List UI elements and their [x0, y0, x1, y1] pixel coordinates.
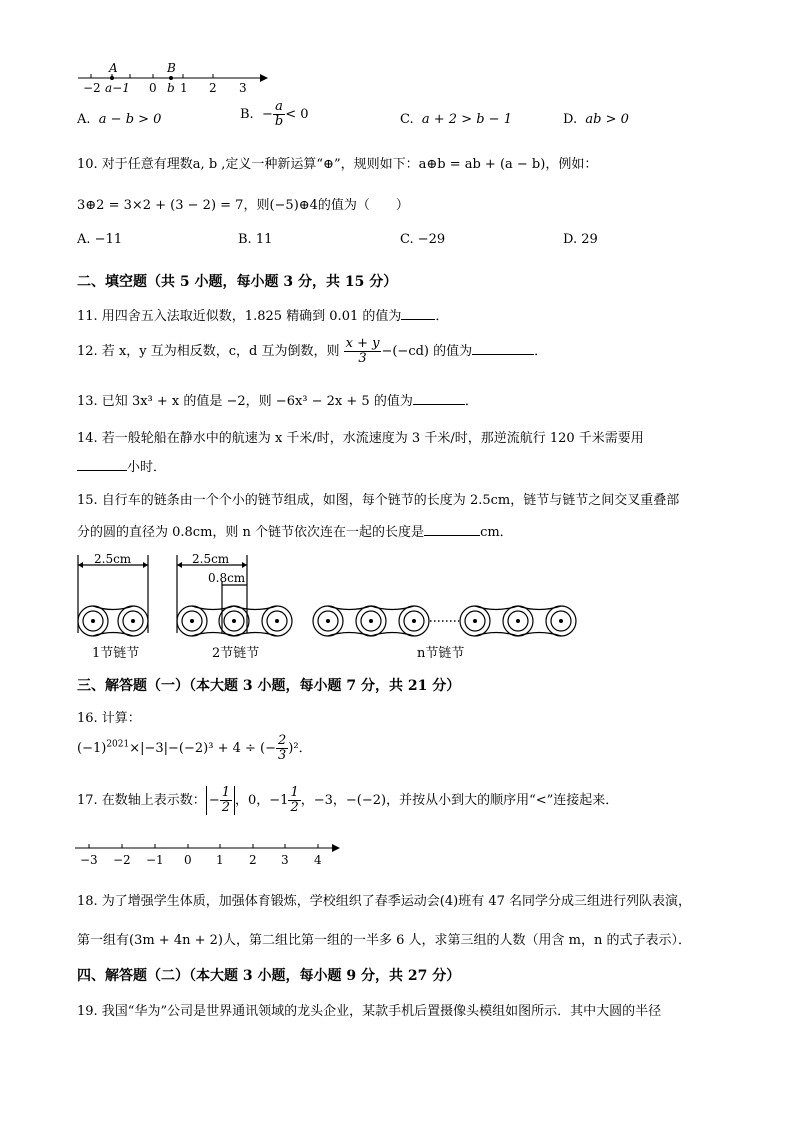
q9-axis-label: 0: [149, 81, 157, 95]
section-2-heading: 二、填空题（共 5 小题，每小题 3 分，共 15 分）: [77, 274, 398, 290]
q9-axis-label: 1: [180, 81, 188, 95]
q17-axis-label: −2: [113, 853, 131, 867]
q13: 13. 已知 3x³ + x 的值是 −2，则 −6x³ − 2x + 5 的值为 ．: [77, 394, 478, 409]
q15-chain-figure: [72, 545, 592, 665]
q9-number-line: [70, 58, 280, 98]
q10-line1: 10. 对于任意有理数a, b ,定义一种新运算“⊕”，规则如下：a⊕b = ab + (a − b)，例如：: [77, 157, 598, 172]
q17-abs-fraction: $\frac{1}{2}$: [221, 785, 230, 815]
q10-option-d[interactable]: D. 29: [563, 232, 598, 247]
q15-line1: 15. 自行车的链条由一个个小的链节组成，如图，每个链节的长度为 2.5cm，链节与链节之间交叉重叠部: [77, 493, 680, 508]
q17-axis-label: 2: [249, 853, 257, 867]
q12-fraction: $\frac{x + y}{3}$: [345, 336, 380, 366]
section-3-heading: 三、解答题（一）（本大题 3 小题，每小题 7 分，共 21 分）: [77, 678, 461, 694]
q10-option-c[interactable]: C. −29: [400, 232, 446, 247]
q16-fraction: $\frac{2}{3}$: [278, 733, 287, 763]
q15-overlap-label: 0.8cm: [208, 571, 246, 585]
q13-answer-blank[interactable]: [413, 392, 465, 405]
q12-answer-blank[interactable]: [472, 342, 534, 355]
q15-line2: 分的圆的直径为 0.8cm，则 n 个链节依次连在一起的长度是 cm．: [77, 525, 513, 540]
q16-expression: $(-1)^{2021}\times|-3|-(-2)^3 + 4$ ÷ (− $\frac{2}{3}$ )²．: [77, 733, 312, 763]
q9-point-b: B: [167, 61, 176, 75]
q18-line1: 18. 为了增强学生体质，加强体育锻炼，学校组织了春季运动会(4)班有 47 名同学分成三组进行列队表演，: [77, 894, 692, 909]
q15-caption-3: n节链节: [417, 646, 465, 661]
q15-length-label: 2.5cm: [192, 552, 230, 566]
q14-answer-blank[interactable]: [77, 458, 127, 471]
q17-axis-label: −1: [146, 853, 164, 867]
q9-option-b[interactable]: B. − $\frac{a}{b}$ < 0: [240, 99, 309, 129]
q15-caption-1: 1节链节: [92, 646, 140, 661]
q14-line1: 14. 若一般轮船在静水中的航速为 x 千米/时，水流速度为 3 千米/时，那逆流航行 120 千米需要用: [77, 431, 644, 446]
q9-axis-label: a−1: [105, 81, 130, 95]
q9-axis-label: −2: [83, 81, 101, 95]
q15-answer-blank[interactable]: [424, 523, 480, 536]
q17-number-line: [70, 838, 350, 870]
q10-line2: 3⊕2 = 3×2 + (3 − 2) = 7，则(−5)⊕4的值为（ ）: [77, 198, 409, 213]
q17-axis-label: 0: [184, 853, 192, 867]
q12: 12. 若 x，y 互为相反数，c，d 互为倒数，则 $\frac{x + y}{3}$ −(−cd) 的值为 ．: [77, 336, 548, 366]
q17-text: 17. 在数轴上表示数： − $\frac{1}{2}$ ，0，−1 $\frac{1}{2}$ ，−3，−(−2)，并按从小到大的顺序用“<”连接起来．: [77, 785, 619, 815]
q15-caption-2: 2节链节: [212, 646, 260, 661]
q15-length-label: 2.5cm: [94, 552, 132, 566]
q17-mixed-fraction: $\frac{1}{2}$: [290, 785, 299, 815]
q11-answer-blank[interactable]: [401, 307, 435, 320]
q10-option-b[interactable]: B. 11: [238, 232, 273, 247]
q9-axis-label: 2: [209, 81, 217, 95]
q9-option-a[interactable]: A. a − b > 0: [77, 112, 162, 127]
q9-option-b-fraction: $\frac{a}{b}$: [274, 99, 284, 129]
q19-line1: 19. 我国“华为”公司是世界通讯领域的龙头企业，某款手机后置摄像头模组如图所示．其中大圆的半径: [77, 1004, 662, 1019]
q18-line2: 第一组有(3m + 4n + 2)人，第二组比第一组的一半多 6 人，求第三组的人数（用含 m，n 的式子表示）．: [77, 933, 691, 948]
q9-point-a: A: [109, 61, 118, 75]
q10-option-a[interactable]: A. −11: [77, 232, 123, 247]
q9-option-d[interactable]: D. ab > 0: [563, 112, 629, 127]
q9-option-c[interactable]: C. a + 2 > b − 1: [400, 112, 512, 127]
q17-axis-label: 1: [216, 853, 224, 867]
q9-axis-label: 3: [239, 81, 247, 95]
q17-axis-label: −3: [80, 853, 98, 867]
q17-axis-label: 4: [314, 853, 322, 867]
q16-title: 16. 计算：: [77, 711, 141, 726]
section-4-heading: 四、解答题（二）（本大题 3 小题，每小题 9 分，共 27 分）: [77, 968, 461, 984]
q9-axis-label: b: [167, 81, 175, 95]
q11: 11. 用四舍五入法取近似数，1.825 精确到 0.01 的值为 ．: [77, 309, 449, 324]
q17-axis-label: 3: [281, 853, 289, 867]
q14-line2: 小时．: [77, 456, 166, 475]
